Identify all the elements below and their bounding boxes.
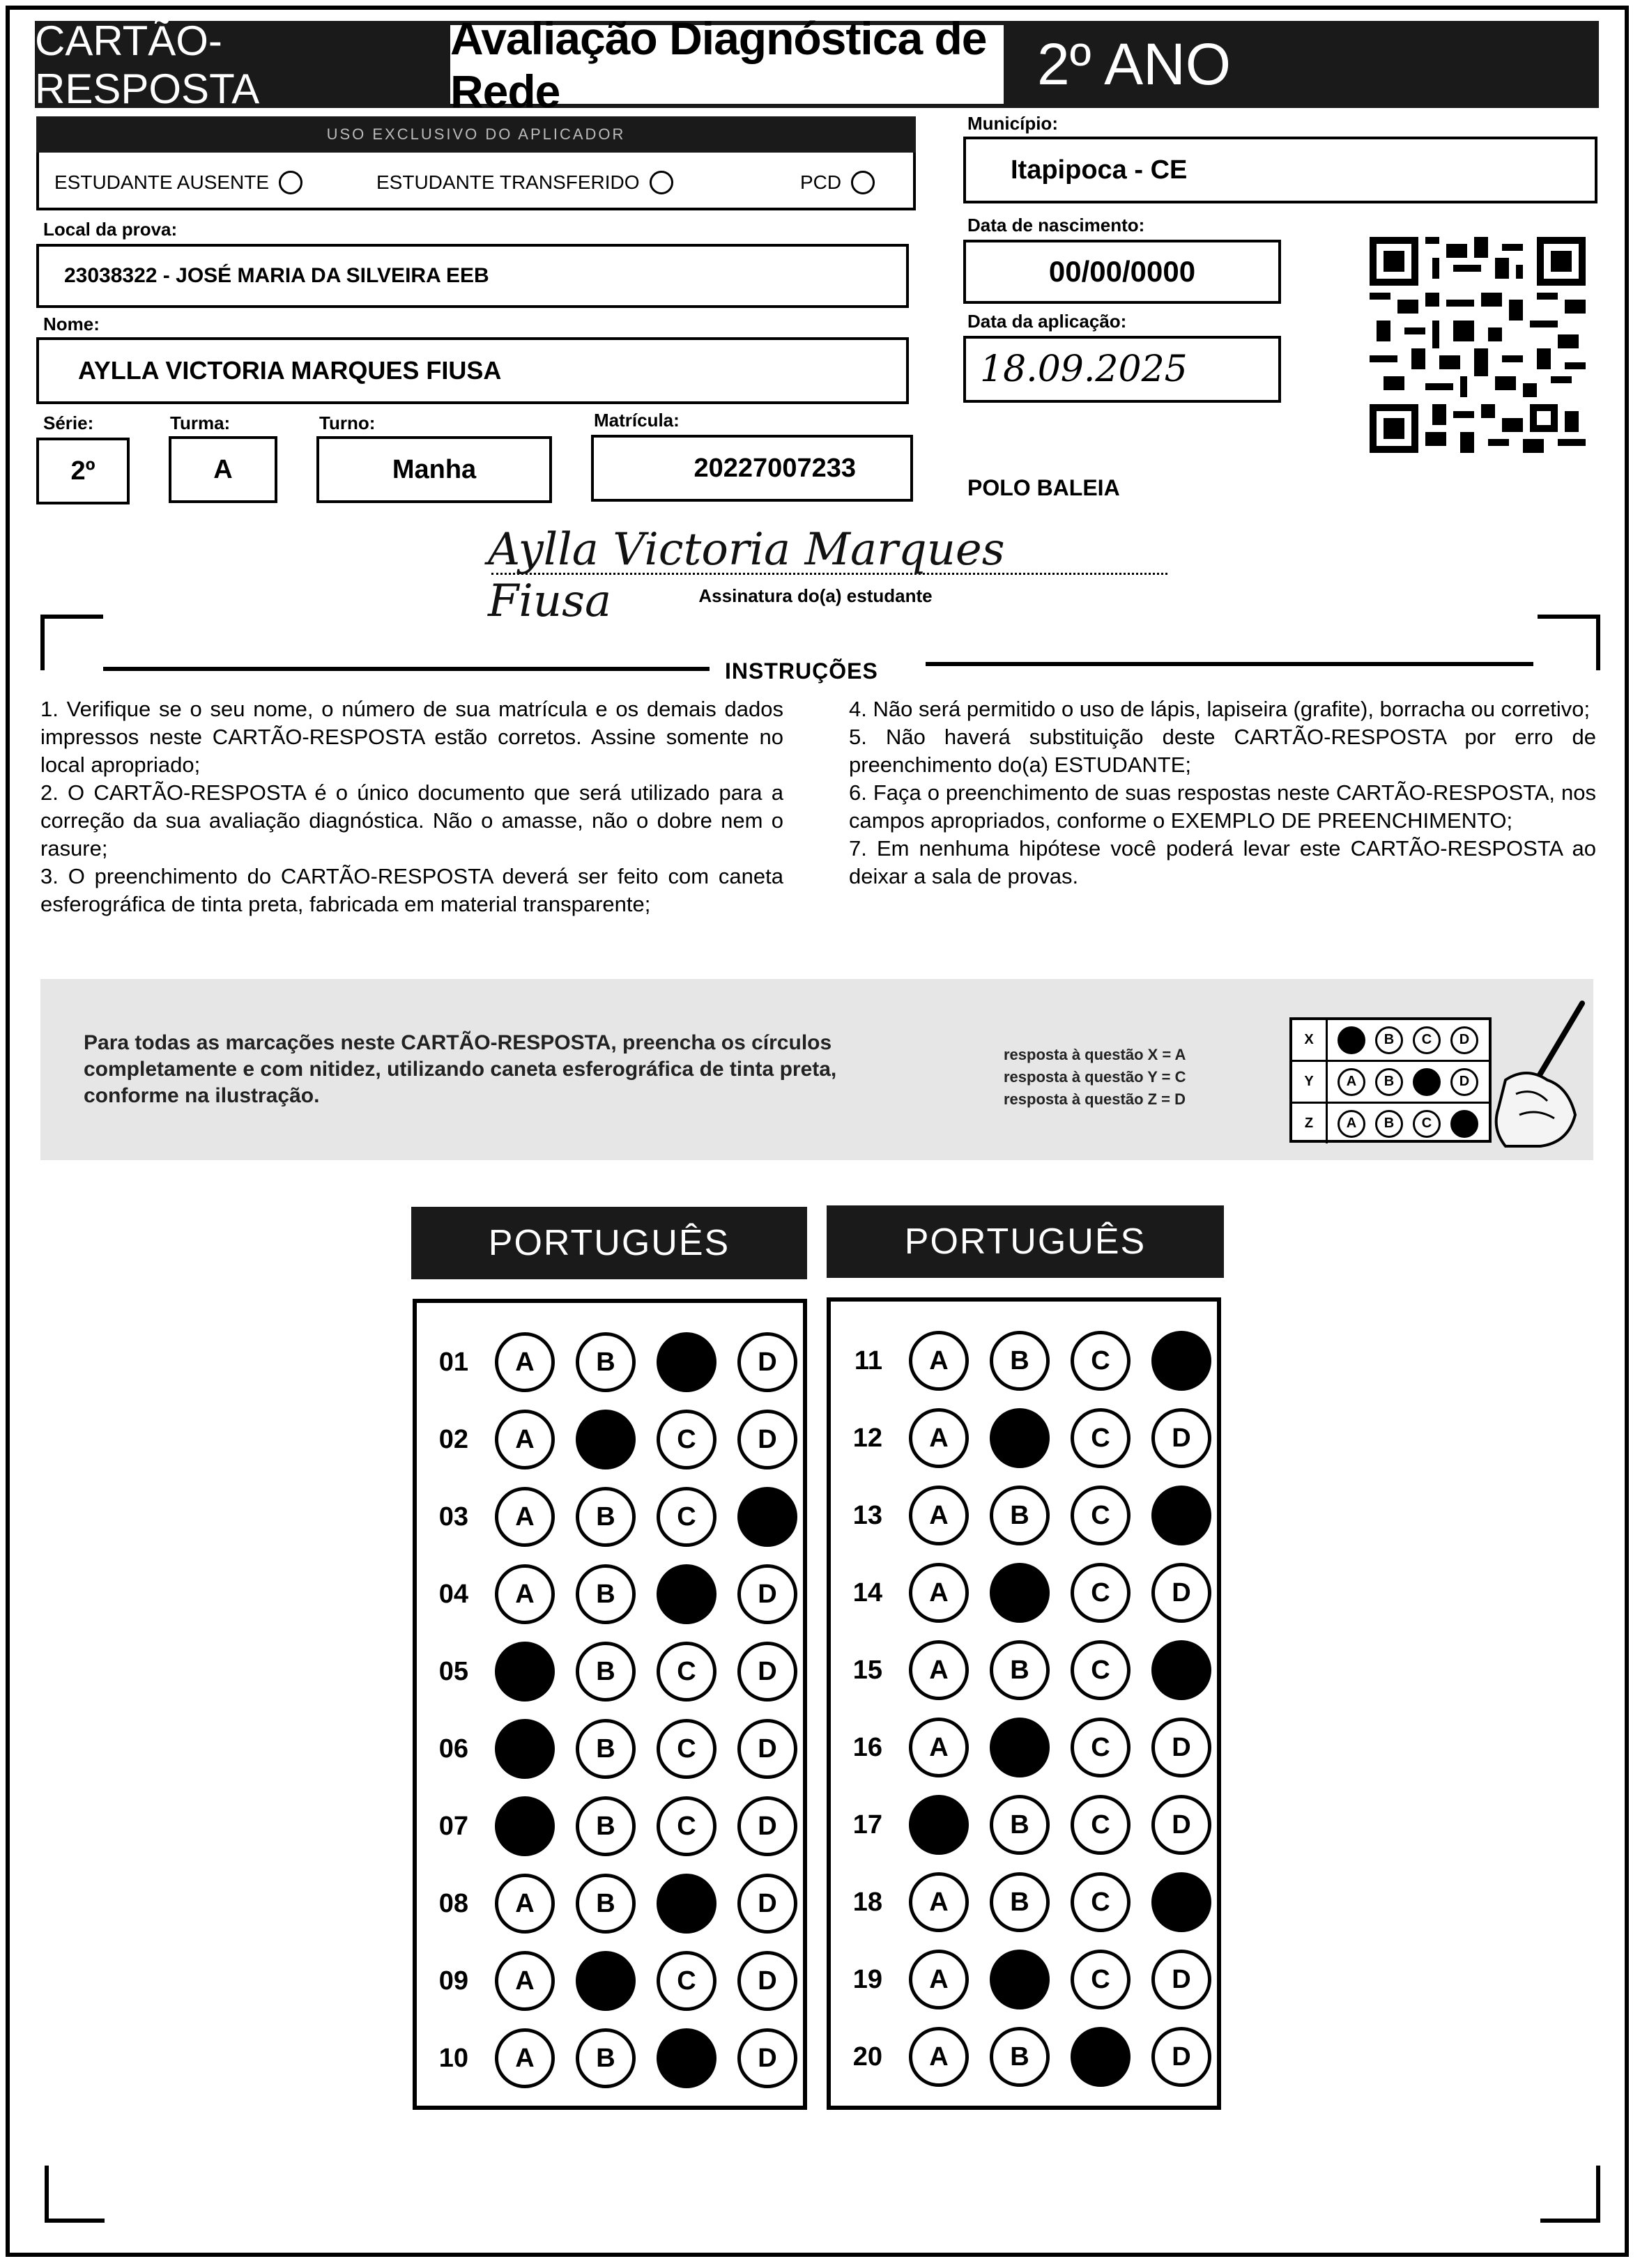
application-date-label: Data da aplicação: xyxy=(967,311,1127,332)
turno-label: Turno: xyxy=(319,412,376,433)
card-title: CARTÃO-RESPOSTA xyxy=(35,21,446,108)
grade-title: 2º ANO xyxy=(1008,21,1599,108)
question-number: 02 xyxy=(438,1424,468,1454)
turma-field xyxy=(169,436,277,503)
answer-bubble-d[interactable]: D xyxy=(737,2028,797,2088)
answer-bubble-d[interactable]: D xyxy=(737,1642,797,1702)
question-number: 15 xyxy=(852,1655,882,1685)
pcd-bubble[interactable] xyxy=(851,171,875,194)
answer-bubble-a[interactable]: A xyxy=(495,1332,555,1392)
question-number: 12 xyxy=(852,1423,882,1453)
answer-bubble-d[interactable] xyxy=(1151,1486,1211,1545)
answer-bubble-b[interactable]: B xyxy=(990,1640,1050,1700)
example-bubble-b: B xyxy=(1375,1068,1403,1096)
birthdate-value: 00/00/0000 xyxy=(1048,255,1196,288)
answer-bubble-d[interactable]: D xyxy=(1151,2027,1211,2087)
answer-bubble-c[interactable]: C xyxy=(1071,1640,1131,1700)
transferred-option[interactable] xyxy=(376,171,673,194)
serie-label: Série: xyxy=(43,412,94,433)
answer-bubble-c[interactable]: C xyxy=(1071,1408,1131,1468)
corner-bottom-right xyxy=(1540,2166,1600,2223)
question-number: 10 xyxy=(438,2043,468,2073)
application-date-value: 18.09.2025 xyxy=(980,348,1188,390)
answer-bubble-a[interactable] xyxy=(495,1796,555,1856)
instructions-rule-right xyxy=(926,662,1533,666)
signature: Aylla Victoria Marques Fiusa xyxy=(488,524,1005,627)
answer-bubble-b[interactable]: B xyxy=(576,1874,636,1934)
instruction-item: 2. O CARTÃO-RESPOSTA é o único documento que será utilizado para a correção da sua avaliação diagnóstica. Não o amasse, não o dobre nem o rasure; xyxy=(40,780,783,861)
answer-bubble-a[interactable] xyxy=(495,1719,555,1779)
legend-item: resposta à questão X = A xyxy=(1004,1046,1186,1063)
absent-label: ESTUDANTE AUSENTE xyxy=(54,171,270,193)
answer-row-02 xyxy=(417,1408,797,1471)
answer-bubble-d[interactable]: D xyxy=(737,1410,797,1469)
birthdate-label: Data de nascimento: xyxy=(967,215,1145,236)
answer-bubble-d[interactable] xyxy=(1151,1872,1211,1932)
answer-bubble-b[interactable]: B xyxy=(576,1564,636,1624)
example-bubble-a: A xyxy=(1338,1110,1365,1138)
answer-bubble-c[interactable]: C xyxy=(657,1410,716,1469)
answer-row-04 xyxy=(417,1563,797,1626)
instruction-item: 7. Em nenhuma hipótese você poderá levar este CARTÃO-RESPOSTA ao deixar a sala de provas. xyxy=(849,836,1596,888)
answer-bubble-a[interactable]: A xyxy=(495,1487,555,1547)
name-field xyxy=(36,337,909,404)
applicator-title: USO EXCLUSIVO DO APLICADOR xyxy=(36,116,916,153)
answer-bubble-b[interactable]: B xyxy=(990,1486,1050,1545)
example-bubble-c: C xyxy=(1413,1110,1441,1138)
example-bubble-a: A xyxy=(1338,1068,1365,1096)
answer-row-19 xyxy=(831,1948,1211,2011)
serie-value: 2º xyxy=(70,456,95,486)
answer-bubble-c[interactable]: C xyxy=(657,1487,716,1547)
answer-bubble-b[interactable] xyxy=(576,1410,636,1469)
corner-bottom-left xyxy=(45,2166,105,2223)
answer-bubble-b[interactable] xyxy=(576,1951,636,2011)
answer-bubble-d[interactable]: D xyxy=(737,1564,797,1624)
answer-bubble-d[interactable]: D xyxy=(1151,1718,1211,1777)
instruction-item: 3. O preenchimento do CARTÃO-RESPOSTA deverá ser feito com caneta esferográfica de tinta preta, fabricada em material transparente; xyxy=(40,864,783,916)
answer-bubble-d[interactable] xyxy=(1151,1331,1211,1391)
question-number: 08 xyxy=(438,1888,468,1918)
example-row-label: X xyxy=(1292,1020,1328,1060)
instruction-item: 4. Não será permitido o uso de lápis, lapiseira (grafite), borracha ou corretivo; xyxy=(849,697,1591,721)
answer-bubble-a[interactable]: A xyxy=(909,1486,969,1545)
answer-bubble-c[interactable] xyxy=(1071,2027,1131,2087)
example-bubble-b: B xyxy=(1375,1110,1403,1138)
turno-field xyxy=(316,436,552,503)
answer-row-20 xyxy=(831,2026,1211,2088)
local-field xyxy=(36,244,909,308)
section-2-title: PORTUGUÊS xyxy=(827,1205,1224,1278)
answer-bubble-d[interactable] xyxy=(737,1487,797,1547)
answer-bubble-c[interactable] xyxy=(657,2028,716,2088)
example-legend xyxy=(1004,1044,1186,1111)
answer-bubble-c[interactable] xyxy=(657,1874,716,1934)
answer-bubble-b[interactable]: B xyxy=(576,1796,636,1856)
answer-bubble-d[interactable]: D xyxy=(737,1951,797,2011)
question-number: 17 xyxy=(852,1810,882,1839)
hand-with-pen-icon xyxy=(1478,996,1596,1150)
answer-row-05 xyxy=(417,1640,797,1703)
answer-bubble-a[interactable]: A xyxy=(909,2027,969,2087)
example-bubble-d xyxy=(1450,1110,1478,1138)
example-row xyxy=(1292,1104,1489,1143)
birthdate-field xyxy=(963,240,1281,304)
instruction-item: 6. Faça o preenchimento de suas respostas neste CARTÃO-RESPOSTA, nos campos apropriados, conforme o EXEMPLO DE PREENCHIMENTO; xyxy=(849,780,1596,833)
question-number: 01 xyxy=(438,1347,468,1377)
example-bubble-b: B xyxy=(1375,1026,1403,1054)
answer-bubble-c[interactable] xyxy=(657,1564,716,1624)
answer-bubble-c[interactable]: C xyxy=(657,1796,716,1856)
question-number: 16 xyxy=(852,1732,882,1762)
section-1-title: PORTUGUÊS xyxy=(411,1207,807,1279)
question-number: 20 xyxy=(852,2042,882,2072)
answer-box-2 xyxy=(827,1297,1221,2110)
answer-bubble-c[interactable] xyxy=(657,1332,716,1392)
matricula-field xyxy=(591,435,913,502)
corner-top-right xyxy=(1538,615,1600,670)
instructions-title: INSTRUÇÕES xyxy=(725,658,878,684)
answer-bubble-c[interactable]: C xyxy=(1071,1795,1131,1855)
question-number: 03 xyxy=(438,1502,468,1532)
matricula-value: 20227007233 xyxy=(693,453,856,483)
answer-bubble-d[interactable]: D xyxy=(1151,1950,1211,2009)
qr-code xyxy=(1370,237,1586,453)
answer-bubble-a[interactable]: A xyxy=(909,1640,969,1700)
legend-item: resposta à questão Y = C xyxy=(1004,1068,1186,1086)
instructions-right xyxy=(849,695,1596,890)
answer-bubble-b[interactable]: B xyxy=(576,2028,636,2088)
exam-title: Avaliação Diagnóstica de Rede xyxy=(446,21,1008,108)
answer-bubble-d[interactable]: D xyxy=(737,1796,797,1856)
answer-bubble-a[interactable]: A xyxy=(909,1718,969,1777)
example-bubble-c: C xyxy=(1413,1026,1441,1054)
serie-field xyxy=(36,438,130,504)
answer-bubble-b[interactable]: B xyxy=(990,2027,1050,2087)
answer-row-01 xyxy=(417,1331,797,1394)
answer-bubble-c[interactable]: C xyxy=(1071,1563,1131,1623)
answer-bubble-b[interactable] xyxy=(990,1563,1050,1623)
instructions-rule-left xyxy=(103,667,710,671)
answer-bubble-a[interactable]: A xyxy=(909,1872,969,1932)
answer-bubble-c[interactable]: C xyxy=(657,1719,716,1779)
answer-bubble-a[interactable] xyxy=(495,1642,555,1702)
answer-bubble-a[interactable]: A xyxy=(495,1564,555,1624)
example-bubble-d: D xyxy=(1450,1026,1478,1054)
answer-row-14 xyxy=(831,1561,1211,1624)
answer-bubble-b[interactable]: B xyxy=(990,1331,1050,1391)
local-label: Local da prova: xyxy=(43,219,178,240)
turma-value: A xyxy=(213,454,233,484)
municipio-field xyxy=(963,137,1597,203)
example-row-label: Z xyxy=(1292,1104,1328,1143)
answer-bubble-a[interactable] xyxy=(909,1795,969,1855)
answer-row-12 xyxy=(831,1407,1211,1469)
transferred-label: ESTUDANTE TRANSFERIDO xyxy=(376,171,640,193)
instructions-left xyxy=(40,695,783,918)
answer-row-16 xyxy=(831,1716,1211,1779)
answer-row-09 xyxy=(417,1950,797,2012)
answer-row-15 xyxy=(831,1639,1211,1702)
answer-row-03 xyxy=(417,1486,797,1548)
municipio-value: Itapipoca - CE xyxy=(1011,155,1188,185)
answer-bubble-a[interactable]: A xyxy=(495,2028,555,2088)
answer-bubble-b[interactable]: B xyxy=(990,1795,1050,1855)
legend-item: resposta à questão Z = D xyxy=(1004,1090,1186,1108)
instruction-item: 5. Não haverá substituição deste CARTÃO-RESPOSTA por erro de preenchimento do(a) ESTUDANTE; xyxy=(849,725,1596,777)
answer-bubble-a[interactable]: A xyxy=(909,1331,969,1391)
answer-row-17 xyxy=(831,1793,1211,1856)
example-row-label: Y xyxy=(1292,1062,1328,1102)
signature-caption: Assinatura do(a) estudante xyxy=(698,585,933,606)
answer-bubble-a[interactable]: A xyxy=(909,1408,969,1468)
pcd-label: PCD xyxy=(800,171,842,193)
turma-label: Turma: xyxy=(170,412,231,433)
answer-row-13 xyxy=(831,1484,1211,1547)
answer-bubble-b[interactable] xyxy=(990,1718,1050,1777)
example-grid xyxy=(1289,1017,1492,1143)
matricula-label: Matrícula: xyxy=(594,410,680,431)
transferred-bubble[interactable] xyxy=(650,171,673,194)
corner-top-left xyxy=(40,615,103,670)
question-number: 11 xyxy=(854,1345,882,1375)
question-number: 07 xyxy=(438,1811,468,1841)
answer-bubble-c[interactable]: C xyxy=(1071,1718,1131,1777)
application-date-field xyxy=(963,336,1281,403)
answer-bubble-c[interactable]: C xyxy=(1071,1331,1131,1391)
question-number: 19 xyxy=(852,1964,882,1994)
answer-bubble-d[interactable]: D xyxy=(1151,1408,1211,1468)
answer-bubble-b[interactable] xyxy=(990,1408,1050,1468)
answer-row-11 xyxy=(831,1329,1211,1392)
answer-bubble-d[interactable]: D xyxy=(737,1874,797,1934)
answer-bubble-c[interactable]: C xyxy=(657,1951,716,2011)
answer-row-18 xyxy=(831,1871,1211,1934)
municipio-label: Município: xyxy=(967,113,1058,134)
answer-bubble-b[interactable]: B xyxy=(576,1642,636,1702)
answer-bubble-b[interactable] xyxy=(990,1950,1050,2009)
answer-bubble-d[interactable]: D xyxy=(1151,1795,1211,1855)
answer-bubble-d[interactable] xyxy=(1151,1640,1211,1700)
answer-bubble-a[interactable]: A xyxy=(909,1950,969,2009)
answer-box-1 xyxy=(413,1299,807,2110)
turno-value: Manha xyxy=(392,454,477,484)
example-bubble-d: D xyxy=(1450,1068,1478,1096)
answer-bubble-b[interactable]: B xyxy=(576,1487,636,1547)
question-number: 09 xyxy=(438,1966,468,1996)
name-value: AYLLA VICTORIA MARQUES FIUSA xyxy=(78,356,502,385)
answer-bubble-b[interactable]: B xyxy=(576,1332,636,1392)
answer-bubble-d[interactable]: D xyxy=(737,1719,797,1779)
absent-bubble[interactable] xyxy=(279,171,302,194)
instruction-item: 1. Verifique se o seu nome, o número de sua matrícula e os demais dados impressos neste CARTÃO-RESPOSTA estão corretos. Assine somente no local apropriado; xyxy=(40,697,783,777)
local-value: 23038322 - JOSÉ MARIA DA SILVEIRA EEB xyxy=(64,264,489,287)
question-number: 05 xyxy=(438,1656,468,1686)
example-row xyxy=(1292,1062,1489,1104)
example-bubble-c xyxy=(1413,1068,1441,1096)
answer-row-07 xyxy=(417,1795,797,1858)
answer-bubble-a[interactable]: A xyxy=(495,1874,555,1934)
answer-bubble-c[interactable]: C xyxy=(1071,1872,1131,1932)
answer-bubble-d[interactable]: D xyxy=(737,1332,797,1392)
question-number: 04 xyxy=(438,1579,468,1609)
answer-row-08 xyxy=(417,1872,797,1935)
answer-bubble-c[interactable]: C xyxy=(1071,1486,1131,1545)
question-number: 18 xyxy=(852,1887,882,1917)
name-label: Nome: xyxy=(43,314,100,334)
answer-bubble-d[interactable]: D xyxy=(1151,1563,1211,1623)
question-number: 13 xyxy=(852,1500,882,1530)
answer-bubble-b[interactable]: B xyxy=(990,1872,1050,1932)
answer-bubble-c[interactable]: C xyxy=(1071,1950,1131,2009)
example-bubble-a xyxy=(1338,1026,1365,1054)
answer-bubble-a[interactable]: A xyxy=(495,1951,555,2011)
answer-bubble-a[interactable]: A xyxy=(909,1563,969,1623)
answer-row-10 xyxy=(417,2027,797,2090)
example-row xyxy=(1292,1020,1489,1062)
pcd-option[interactable] xyxy=(800,171,875,194)
absent-option[interactable] xyxy=(54,171,302,194)
answer-bubble-a[interactable]: A xyxy=(495,1410,555,1469)
answer-bubble-b[interactable]: B xyxy=(576,1719,636,1779)
answer-bubble-c[interactable]: C xyxy=(657,1642,716,1702)
question-number: 06 xyxy=(438,1734,468,1764)
polo-label: POLO BALEIA xyxy=(967,475,1120,500)
question-number: 14 xyxy=(852,1577,882,1607)
example-text: Para todas as marcações neste CARTÃO-RESPOSTA, preencha os círculos completamente e com nitidez, utilizando caneta esferográfica de tinta preta, conforme na ilustração. xyxy=(84,1031,837,1107)
answer-row-06 xyxy=(417,1718,797,1780)
